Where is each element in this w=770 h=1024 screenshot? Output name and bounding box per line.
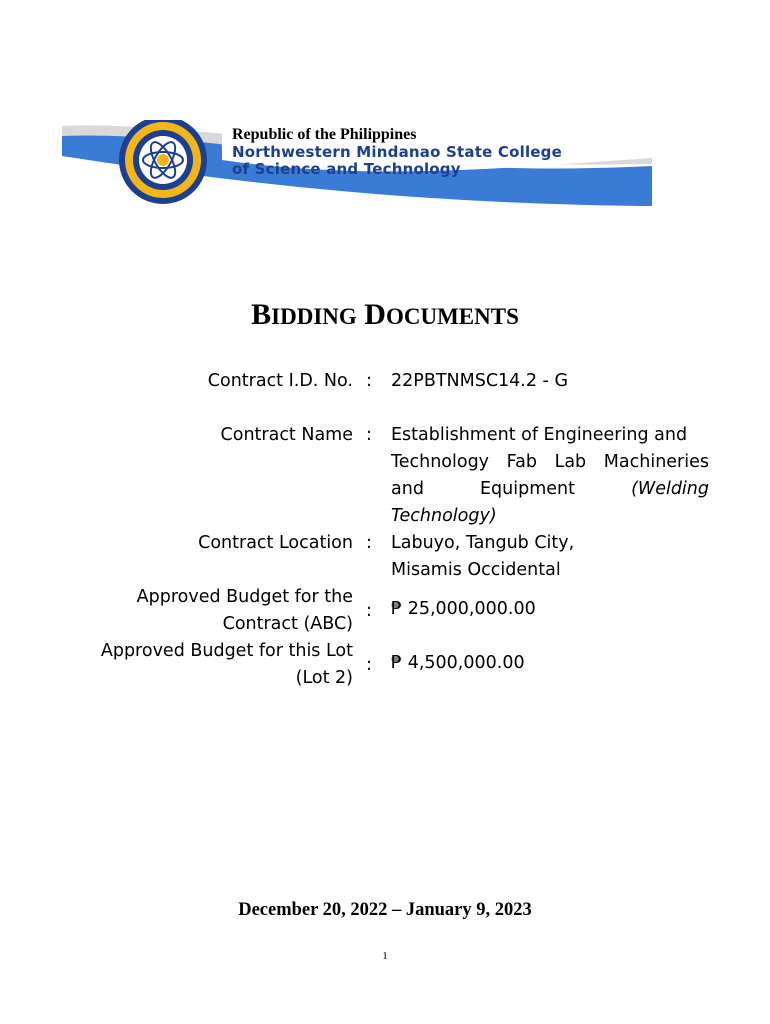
contract-name-line1-text: Establishment of Engineering and <box>391 425 688 445</box>
word: Lab <box>554 452 587 472</box>
contract-name-colon: : <box>366 425 372 445</box>
contract-location-label: Contract Location <box>198 533 353 553</box>
letterhead <box>62 120 652 210</box>
abc-lot-label <box>101 638 353 692</box>
title-initial-b: B <box>251 298 272 331</box>
title-rest-idding: IDDING <box>271 304 357 329</box>
word-italic: (Welding <box>631 479 709 499</box>
contract-name-line1 <box>391 422 709 449</box>
college-name-line1: Northwestern Mindanao State College <box>232 143 562 161</box>
contract-id-value: 22PBTNMSC14.2 - G <box>391 371 568 391</box>
contract-location-value <box>391 530 709 584</box>
abc-lot-label-line2: (Lot 2) <box>295 668 353 688</box>
letterhead-text <box>232 126 562 178</box>
word: Fab <box>506 452 537 472</box>
document-title <box>0 298 770 334</box>
abc-lot-colon: : <box>366 655 372 675</box>
contract-name-label: Contract Name <box>220 425 353 445</box>
contract-name-value <box>391 422 709 530</box>
word: and <box>391 479 424 499</box>
title-rest-ocuments: OCUMENTS <box>385 304 519 329</box>
word: Machineries <box>603 452 709 472</box>
abc-lot-value: ₱ 4,500,000.00 <box>391 653 525 673</box>
title-initial-d: D <box>364 298 386 331</box>
contract-location-line2: Misamis Occidental <box>391 560 561 580</box>
abc-value: ₱ 25,000,000.00 <box>391 599 536 619</box>
contract-location-line1: Labuyo, Tangub City, <box>391 533 575 553</box>
abc-label-line2: Contract (ABC) <box>222 614 353 634</box>
contract-name-line4: Technology) <box>391 506 497 526</box>
contract-name-line3 <box>391 476 709 503</box>
contract-id-label: Contract I.D. No. <box>207 371 353 391</box>
college-seal-icon <box>119 120 207 204</box>
contract-name-line2 <box>391 449 709 476</box>
page-number: 1 <box>382 950 388 962</box>
contract-location-colon: : <box>366 533 372 553</box>
republic-line: Republic of the Philippines <box>232 126 417 143</box>
word: Equipment <box>480 479 575 499</box>
abc-label <box>137 584 353 638</box>
college-name-line2: of Science and Technology <box>232 160 461 178</box>
abc-lot-label-line1: Approved Budget for this Lot <box>100 641 353 661</box>
bidding-dates: December 20, 2022 – January 9, 2023 <box>238 900 532 920</box>
abc-label-line1: Approved Budget for the <box>136 587 353 607</box>
word: Technology <box>391 452 490 472</box>
abc-colon: : <box>366 601 372 621</box>
contract-id-colon: : <box>366 371 372 391</box>
